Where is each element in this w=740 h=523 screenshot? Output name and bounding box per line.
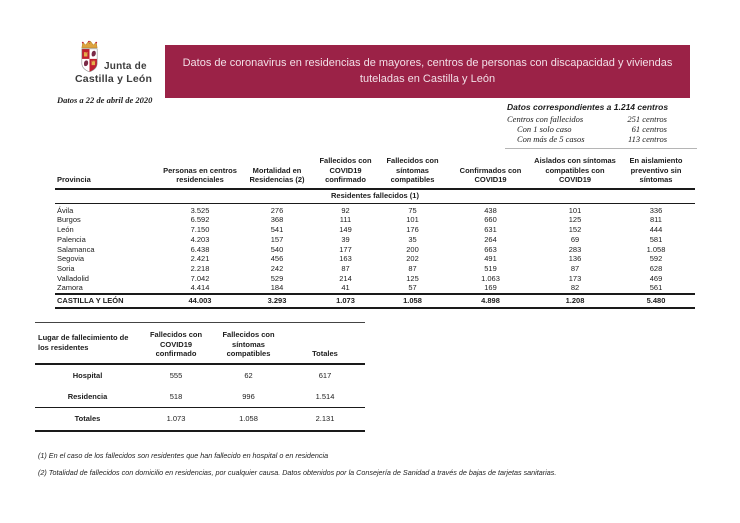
data-cell: 491 — [484, 254, 497, 264]
column-header: Provincia — [55, 150, 160, 189]
data-cell: 101 — [568, 205, 582, 215]
data-cell: 101 — [406, 215, 419, 225]
data-cell: 617 — [318, 371, 332, 380]
page-title: Datos de coronavirus en residencias de mayores, centros de personas con discapacidad y viviendas tuteladas en Castilla y León — [182, 57, 673, 85]
data-cell: 44.003 — [160, 294, 240, 308]
data-cell: 444 — [649, 225, 663, 235]
column-header: Lugar de fallecimiento de los residentes — [35, 323, 140, 365]
title-banner — [165, 45, 690, 98]
data-cell: 152 — [568, 225, 582, 235]
logo-brand-line1: Junta de — [104, 61, 147, 72]
data-cell: 519 — [484, 263, 497, 273]
location-table — [35, 322, 365, 432]
data-cell: 87 — [570, 263, 580, 273]
province-name: Palencia — [57, 234, 86, 244]
data-cell: 2.421 — [190, 254, 210, 264]
location-total-row — [35, 408, 365, 432]
province-row — [55, 215, 695, 225]
data-cell: 2.218 — [190, 263, 210, 273]
data-cell: 541 — [270, 225, 284, 235]
data-cell: 811 — [650, 215, 662, 225]
data-cell: 75 — [408, 205, 417, 215]
data-cell: 4.203 — [190, 234, 210, 244]
province-name: Zamora — [57, 283, 83, 293]
province-row — [55, 235, 695, 245]
data-cell: 628 — [649, 263, 663, 273]
data-cell: 6.592 — [190, 215, 210, 225]
summary-row — [505, 134, 697, 144]
summary-row-label: Con más de 5 casos — [517, 134, 585, 144]
summary-row-value: 251 centros — [627, 114, 667, 124]
summary-row — [505, 114, 697, 124]
location-row — [35, 386, 365, 408]
province-row — [55, 274, 695, 284]
province-row — [55, 283, 695, 294]
data-cell: 276 — [270, 205, 284, 215]
column-header: Totales — [285, 323, 365, 365]
data-cell: 283 — [568, 244, 582, 254]
data-cell: 202 — [406, 254, 419, 264]
summary-row-value: 61 centros — [631, 124, 667, 134]
data-cell: 368 — [270, 215, 284, 225]
location-label: Residencia — [35, 386, 140, 408]
data-cell: 35 — [408, 234, 417, 244]
data-cell: 996 — [212, 386, 285, 408]
footnote-1: (1) En el caso de los fallecidos son residentes que han fallecido en hospital o en residencia — [38, 451, 329, 460]
province-name: Ávila — [57, 205, 74, 215]
data-cell: 264 — [484, 234, 497, 244]
data-cell: 592 — [649, 254, 663, 264]
summary-row-value: 113 centros — [628, 134, 667, 144]
data-cell: 663 — [484, 244, 497, 254]
data-cell: 169 — [484, 283, 497, 293]
data-cell: 176 — [406, 225, 419, 235]
column-header: En aislamiento preventivo sin síntomas — [617, 150, 695, 189]
data-cell: 242 — [270, 263, 284, 273]
summary-rows — [505, 114, 697, 144]
subheader-label: Residentes fallecidos (1) — [55, 189, 695, 203]
data-cell: 631 — [484, 225, 497, 235]
data-cell: 3.293 — [240, 294, 314, 308]
column-header: Confirmados con COVID19 — [448, 150, 533, 189]
data-cell: 540 — [270, 244, 284, 254]
data-cell: 177 — [339, 244, 352, 254]
data-cell: 163 — [339, 254, 352, 264]
location-table-header-row — [35, 323, 365, 365]
data-cell: 4.414 — [190, 283, 210, 293]
data-cell: 125 — [406, 273, 419, 283]
province-table-container — [55, 150, 695, 309]
data-cell: 41 — [341, 283, 350, 293]
data-cell: 3.525 — [190, 205, 210, 215]
main-table-header-row — [55, 150, 695, 189]
footnote-2: (2) Totalidad de fallecidos con domicilio en residencias, por cualquier causa. Datos obtenidos por la Consejería de Sanidad a través de bajas de tarjetas sanitarias. — [38, 468, 557, 477]
main-table-subheader-row — [55, 189, 695, 203]
location-label: Hospital — [72, 371, 103, 380]
location-table-container — [35, 322, 365, 432]
data-cell: 69 — [570, 234, 580, 244]
data-cell: 62 — [244, 371, 253, 380]
data-cell: 111 — [339, 215, 352, 225]
location-row — [35, 364, 365, 386]
data-cell: 1.073 — [314, 294, 377, 308]
data-cell: 2.131 — [285, 408, 365, 432]
data-cell: 87 — [408, 263, 417, 273]
data-cell: 157 — [270, 234, 284, 244]
data-cell: 214 — [339, 273, 352, 283]
centers-summary-box — [505, 100, 697, 149]
data-cell: 1.208 — [533, 294, 617, 308]
data-cell: 5.480 — [617, 294, 695, 308]
province-name: Valladolid — [57, 273, 89, 283]
column-header: Personas en centros residenciales — [160, 150, 240, 189]
data-cell: 555 — [169, 371, 183, 380]
province-name: CASTILLA Y LEÓN — [55, 294, 160, 308]
data-cell: 1.058 — [212, 408, 285, 432]
data-cell: 529 — [270, 273, 284, 283]
column-header: Aislados con síntomas compatibles con COVID19 — [533, 150, 617, 189]
data-cell: 136 — [568, 254, 582, 264]
data-cell: 7.042 — [190, 273, 210, 283]
column-header: Fallecidos con COVID19 confirmado — [314, 150, 377, 189]
column-header: Fallecidos con síntomas compatibles — [377, 150, 448, 189]
main-table-body — [55, 203, 695, 308]
summary-row-label: Centros con fallecidos — [507, 114, 584, 124]
data-cell: 92 — [341, 205, 350, 215]
province-row — [55, 203, 695, 215]
data-cell: 1.058 — [646, 244, 666, 254]
data-cell: 1.073 — [140, 408, 212, 432]
data-cell: 660 — [484, 215, 497, 225]
data-cell: 561 — [649, 283, 663, 293]
data-cell: 336 — [649, 205, 663, 215]
junta-logo — [57, 40, 167, 85]
report-date-note: Datos a 22 de abril de 2020 — [57, 95, 153, 105]
province-row — [55, 264, 695, 274]
data-cell: 1.063 — [481, 273, 500, 283]
column-header: Fallecidos con síntomas compatibles — [212, 323, 285, 365]
data-cell: 87 — [341, 263, 350, 273]
data-cell: 4.898 — [448, 294, 533, 308]
province-name: Burgos — [57, 215, 81, 225]
data-cell: 7.150 — [190, 225, 210, 235]
data-cell: 82 — [570, 283, 580, 293]
data-cell: 200 — [406, 244, 419, 254]
province-table — [55, 150, 695, 309]
province-name: Salamanca — [57, 244, 95, 254]
data-cell: 184 — [270, 283, 284, 293]
location-label: Totales — [35, 408, 140, 432]
data-cell: 1.514 — [285, 386, 365, 408]
province-row — [55, 245, 695, 255]
province-name: Segovia — [57, 254, 85, 264]
location-table-body — [35, 364, 365, 431]
data-cell: 125 — [568, 215, 582, 225]
summary-row — [505, 124, 697, 134]
data-cell: 438 — [484, 205, 497, 215]
data-cell: 6.438 — [190, 244, 210, 254]
logo-brand-line2: Castilla y León — [75, 73, 153, 85]
summary-box-title: Datos correspondientes a 1.214 centros — [507, 102, 669, 112]
province-name: León — [57, 225, 74, 235]
data-cell: 581 — [649, 234, 663, 244]
data-cell: 1.058 — [377, 294, 448, 308]
data-cell: 39 — [341, 234, 350, 244]
footnotes — [38, 451, 698, 485]
data-cell: 518 — [140, 386, 212, 408]
data-cell: 173 — [568, 273, 582, 283]
castilla-leon-crest-icon — [78, 40, 101, 73]
province-row — [55, 254, 695, 264]
data-cell: 469 — [649, 273, 663, 283]
province-name: Soria — [57, 263, 75, 273]
data-cell: 149 — [339, 225, 352, 235]
column-header: Mortalidad en Residencias (2) — [240, 150, 314, 189]
region-total-row — [55, 294, 695, 308]
summary-row-label: Con 1 solo caso — [517, 124, 572, 134]
data-cell: 456 — [270, 254, 284, 264]
province-row — [55, 225, 695, 235]
column-header: Fallecidos con COVID19 confirmado — [140, 323, 212, 365]
data-cell: 57 — [408, 283, 417, 293]
